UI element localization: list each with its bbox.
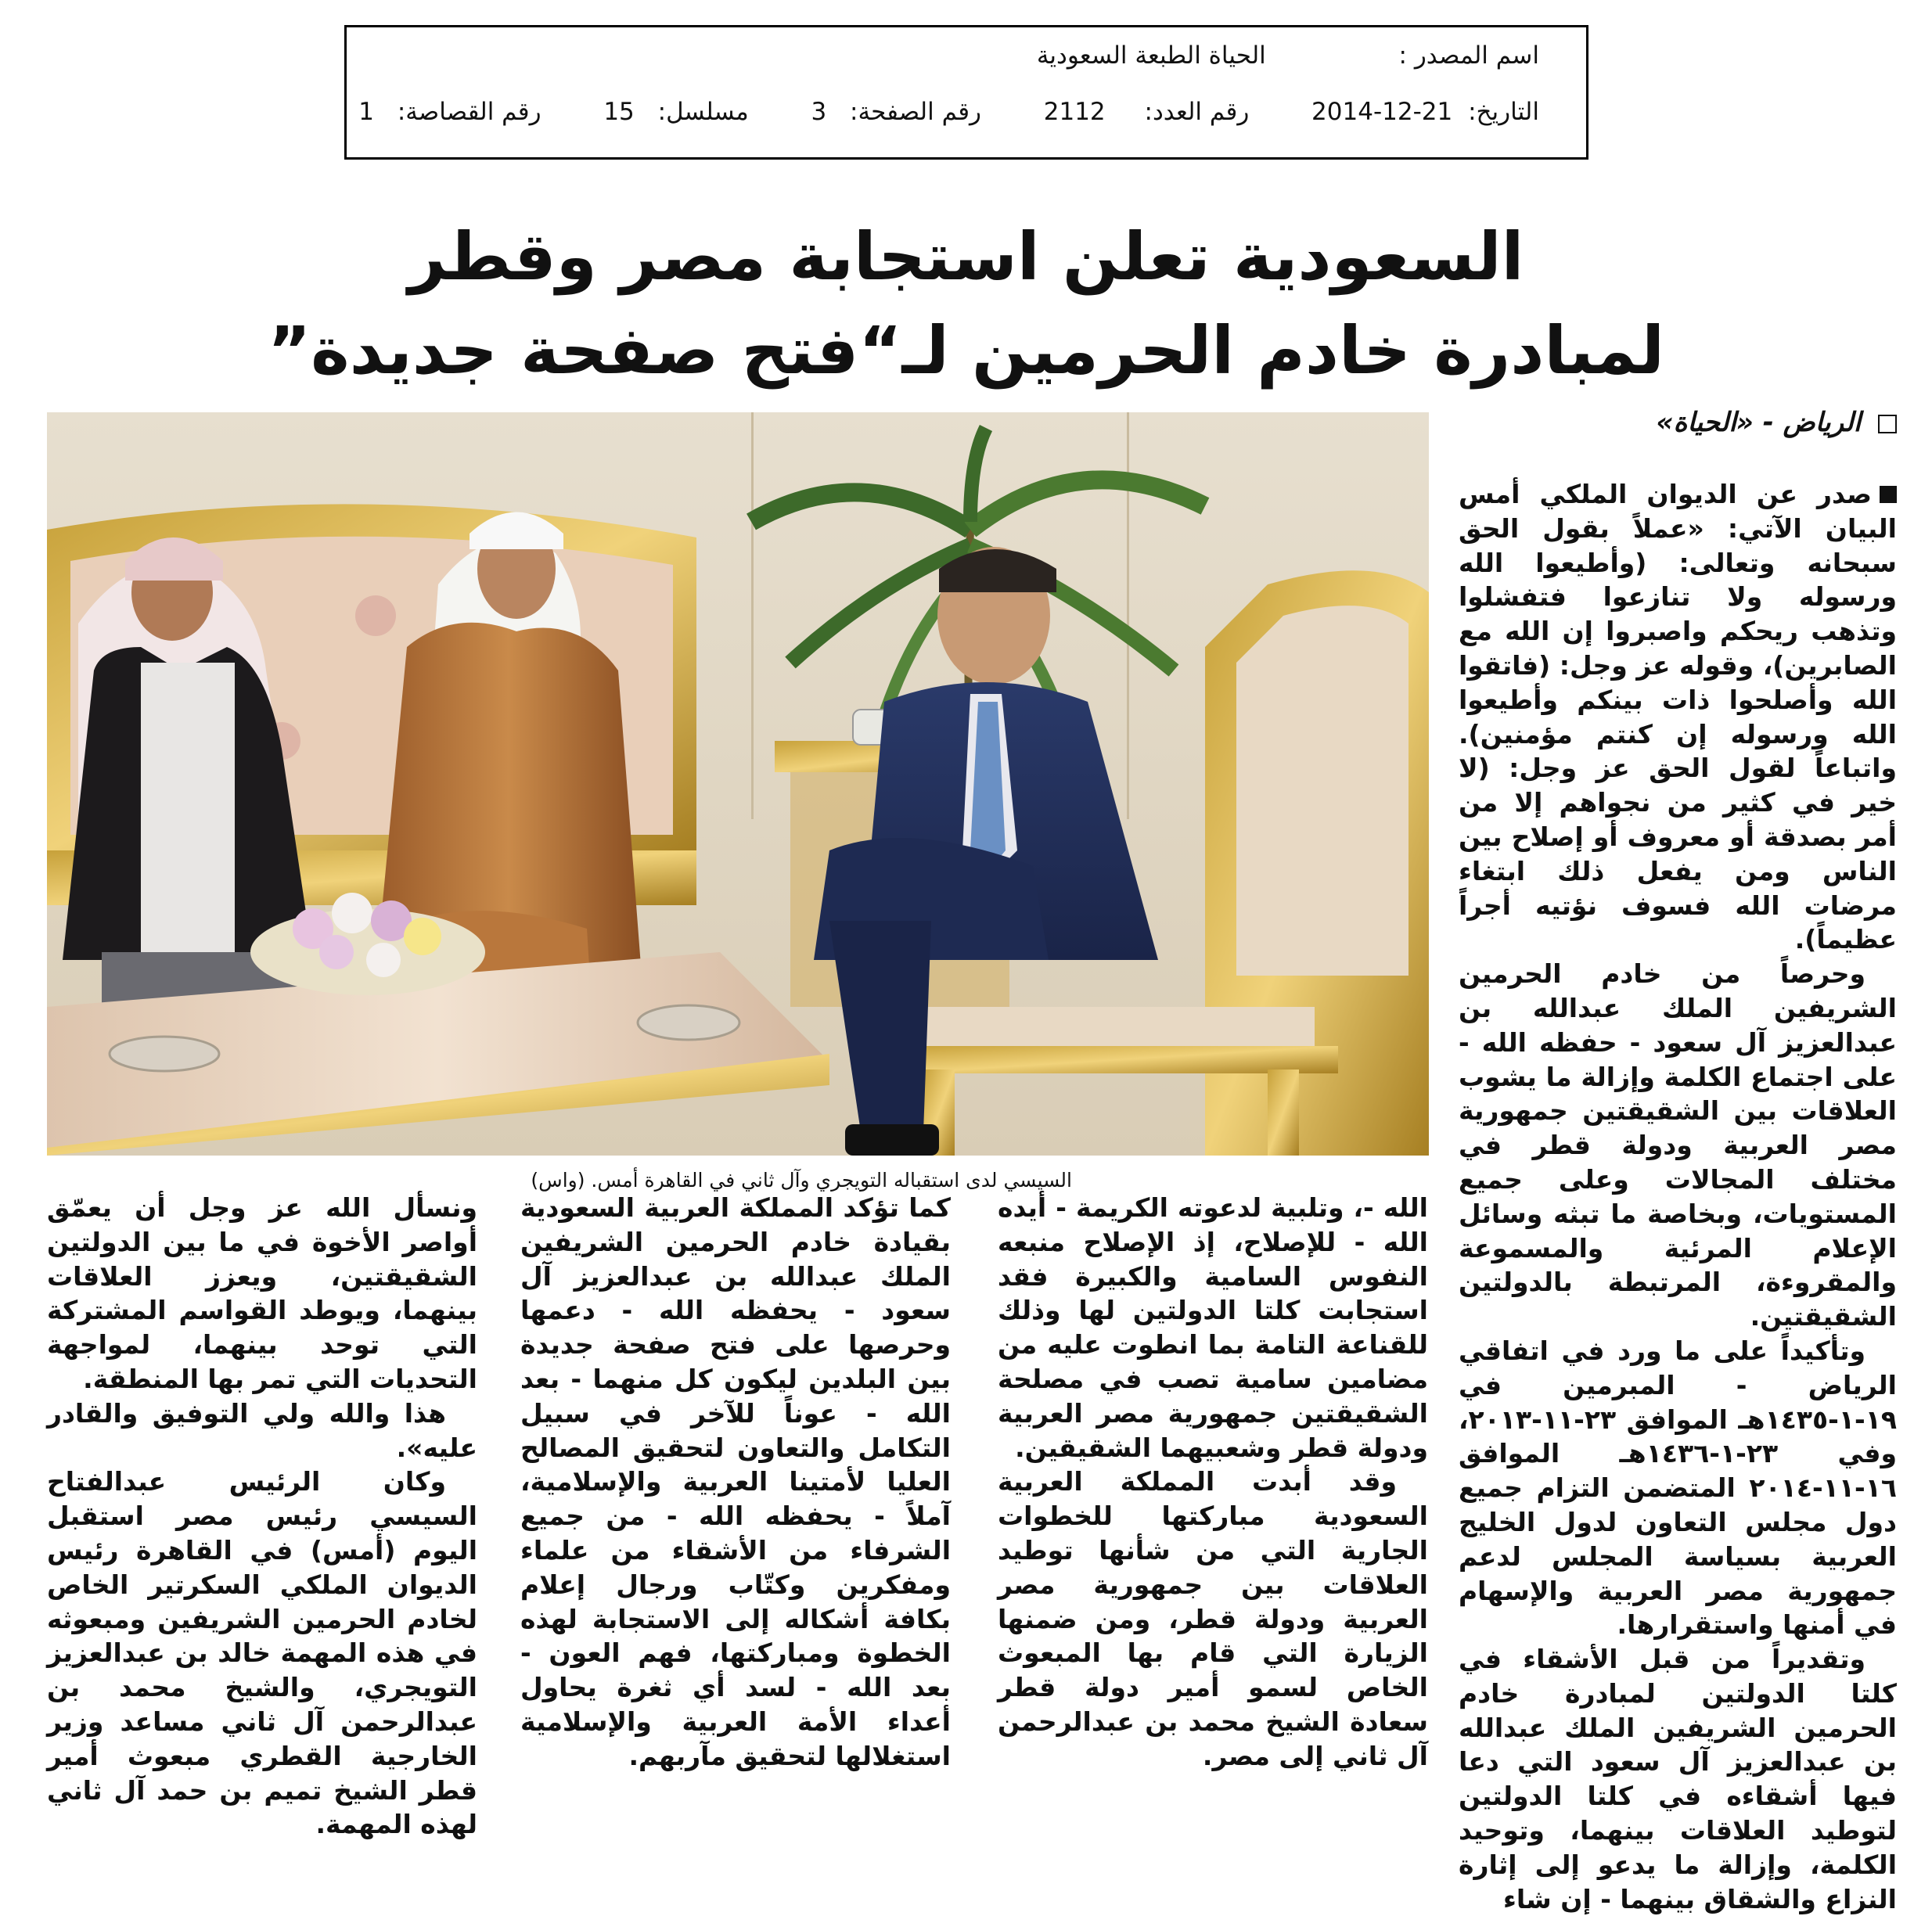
source-info-box	[344, 25, 1588, 160]
serial-label: مسلسل:	[657, 98, 749, 126]
page-label: رقم الصفحة:	[850, 98, 982, 126]
source-label: اسم المصدر :	[1398, 41, 1539, 70]
paragraph: وقد أبدت المملكة العربية السعودية مباركتها للخطوات الجارية التي من شأنها توطيد العلاقات بين جمهورية مصر العربية ودولة قطر، ومن ضمنها الزيارة التي قام بها المبعوث الخاص لسمو أمير دولة قطر سعادة الشيخ محمد بن عبدالرحمن آل ثاني إلى مصر.	[998, 1466, 1428, 1771]
paragraph: كما تؤكد المملكة العربية السعودية بقيادة خادم الحرمين الشريفين الملك عبدالله بن عبدالعزيز آل سعود - يحفظه الله - دعمها وحرصها على فتح صفحة جديدة بين البلدين ليكون كل منهما - بعد الله - عوناً للآخر في سبيل التكامل والتعاون لتحقيق المصالح العليا لأمتينا العربية والإسلامية، آملاً - يحفظه الله - من جميع الشرفاء من الأشقاء من علماء ومفكرين وكتّاب ورجال إعلام بكافة أشكاله إلى الاستجابة لهذه الخطوة ومباركتها، فهم العون - بعد الله - لسد أي ثغرة يحاول أعداء الأمة العربية والإسلامية استغلالها لتحقيق مآربهم.	[520, 1192, 951, 1771]
paragraph: وحرصاً من خادم الحرمين الشريفين الملك عبدالله بن عبدالعزيز آل سعود - حفظه الله - على اجتماع الكلمة وإزالة ما يشوب العلاقات بين الشقيقتين جمهورية مصر العربية ودولة قطر في مختلف المجالات وعلى جميع المستويات، وبخاصة ما تبثه وسائل الإعلام المرئية والمسموعة والمقروءة، المرتبطة بالدولتين الشقيقتين.	[1459, 958, 1897, 1332]
paragraph	[1459, 477, 1897, 957]
dateline	[1656, 407, 1897, 438]
issue-label: رقم العدد:	[1144, 98, 1250, 126]
article-column-1	[998, 1191, 1428, 1774]
paragraph: الله -، وتلبية لدعوته الكريمة - أيده الله - للإصلاح، إذ الإصلاح منبعه النفوس السامية والكبيرة فقد استجابت كلتا الدولتين لها وذلك للقناعة التامة بما انطوت عليه من مضامين سامية تصب في مصلحة الشقيقتين جمهورية مصر العربية ودولة قطر وشعبيهما الشقيقين.	[998, 1192, 1428, 1463]
clip-label: رقم القصاصة:	[397, 98, 541, 126]
headline-line-1: السعودية تعلن استجابة مصر وقطر	[408, 218, 1524, 295]
details-row	[358, 98, 1539, 126]
headline-line-2: لمبادرة خادم الحرمين لـ“فتح صفحة جديدة”	[267, 312, 1665, 389]
square-bullet-icon	[1880, 486, 1897, 503]
article-column-2	[520, 1191, 951, 1774]
source-row	[1037, 41, 1539, 70]
paragraph: وتقديراً من قبل الأشقاء في كلتا الدولتين لمبادرة خادم الحرمين الشريفين الملك عبدالله بن عبدالعزيز آل سعود التي دعا فيها أشقاءه في كلتا الدولتين لتوطيد العلاقات بينهما، وتوحيد الكلمة، وإزالة ما يدعو إلى إثارة النزاع والشقاق بينهما - إن شاء	[1459, 1644, 1897, 1914]
photo-caption: السيسي لدى استقباله التويجري وآل ثاني في القاهرة أمس. (واس)	[531, 1169, 1072, 1192]
dateline-text: الرياض - «الحياة»	[1656, 407, 1862, 438]
paragraph: وكان الرئيس عبدالفتاح السيسي رئيس مصر استقبل اليوم (أمس) في القاهرة رئيس الديوان الملكي السكرتير الخاص لخادم الحرمين الشريفين ومبعوثه في هذه المهمة خالد بن عبدالعزيز التويجري، والشيخ محمد بن عبدالرحمن آل ثاني مساعد وزير الخارجية القطري مبعوث أمير قطر الشيخ تميم بن حمد آل ثاني لهذه المهمة.	[47, 1466, 477, 1840]
paragraph: هذا والله ولي التوفيق والقادر عليه».	[47, 1397, 477, 1463]
paragraph: وتأكيداً على ما ورد في اتفاقي الرياض - المبرمين في ١٩-١-١٤٣٥هـ الموافق ٢٣-١١-٢٠١٣، وفي ٢٣-١-١٤٣٦هـ الموافق ١٦-١١-٢٠١٤ المتضمن التزام جميع دول مجلس التعاون لدول الخليج العربية بسياسة المجلس لدعم جمهورية مصر العربية والإسهام في أمنها واستقرارها.	[1459, 1335, 1897, 1641]
date-value: 2014-12-21	[1311, 98, 1453, 126]
page-value: 3	[811, 98, 827, 126]
article-photo	[47, 412, 1429, 1156]
dateline-box-icon	[1878, 415, 1897, 433]
clip-value: 1	[358, 98, 374, 126]
paragraph-text: صدر عن الديوان الملكي أمس البيان الآتي: «عملاً بقول الحق سبحانه وتعالى: (وأطيعوا الله ورسوله ولا تنازعوا فتفشلوا وتذهب ريحكم واصبروا إن الله مع الصابرين)، وقوله عز وجل: (فاتقوا الله وأصلحوا ذات بينكم وأطيعوا الله ورسوله إن كنتم مؤمنين). واتباعاً لقول الحق عز وجل: (لا خير في كثير من نجواهم إلا من أمر بصدقة أو معروف أو إصلاح بين الناس ومن يفعل ذلك ابتغاء مرضات الله فسوف نؤتيه أجراً عظيماً).	[1459, 479, 1897, 955]
serial-value: 15	[603, 98, 635, 126]
source-value: الحياة الطبعة السعودية	[1036, 41, 1266, 70]
date-label: التاريخ:	[1468, 98, 1539, 126]
article-column-3	[47, 1191, 477, 1842]
paragraph: ونسأل الله عز وجل أن يعمّق أواصر الأخوة في ما بين الدولتين الشقيقتين، ويعزز العلاقات بينهما، ويوطد القواسم المشتركة التي توحد بينهما، لمواجهة التحديات التي تمر بها المنطقة.	[47, 1192, 477, 1394]
article-headline	[94, 210, 1838, 397]
issue-value: 2112	[1043, 98, 1106, 126]
article-column-right	[1459, 477, 1897, 1916]
